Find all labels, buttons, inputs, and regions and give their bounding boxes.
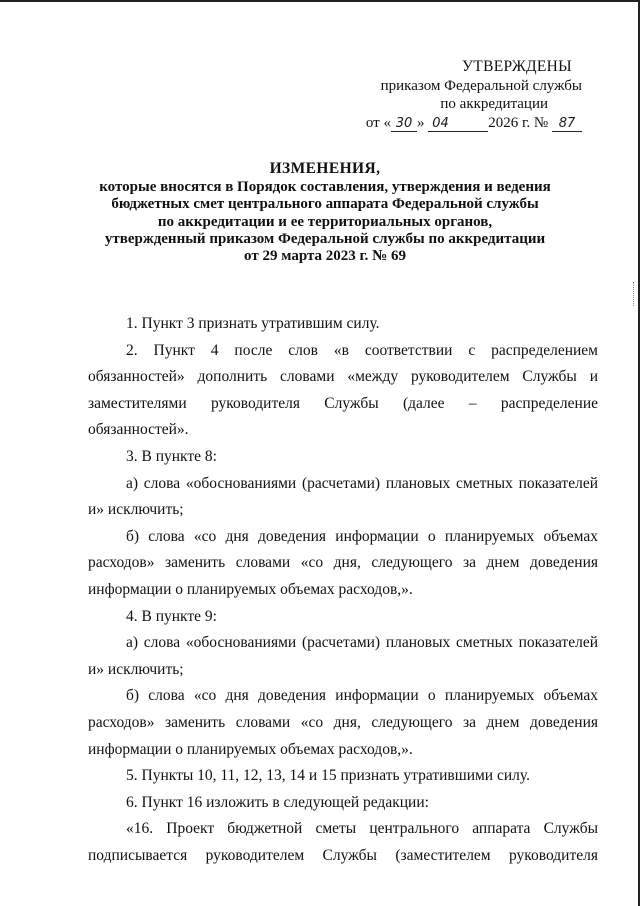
document-body: [88, 311, 598, 869]
page-edge-top: [0, 0, 640, 2]
paragraph: 6. Пункт 16 изложить в следующей редакции:: [126, 793, 429, 811]
heading-line: утвержденный приказом Федеральной службы по аккредитации: [104, 230, 546, 247]
handwritten-number: 87: [552, 117, 582, 132]
paragraph: б) слова «со дня доведения информации о планируемых объемах расходов» заменить словами «со дня, следующего за днем доведения информации о планируемых объемах расходов,».: [88, 527, 598, 598]
paragraph: а) слова «обоснованиями (расчетами) плановых сметных показателей и» исключить;: [88, 634, 598, 678]
heading-line: от 29 марта 2023 г. № 69: [244, 248, 406, 265]
handwritten-day: 30: [391, 117, 417, 132]
approval-title: УТВЕРЖДЕНЫ: [462, 58, 572, 75]
paragraph: «16. Проект бюджетной сметы центрального аппарата Службы подписывается руководителем Службы (заместителем руководителя: [88, 820, 598, 864]
paragraph: б) слова «со дня доведения информации о планируемых объемах расходов» заменить словами «со дня, следующего за днем доведения информации о планируемых объемах расходов,».: [88, 687, 598, 758]
heading-line: которые вносятся в Порядок составления, утверждения и ведения: [99, 179, 551, 196]
paragraph: 4. В пункте 9:: [126, 607, 217, 625]
approval-block: [322, 58, 582, 132]
date-prefix: от «: [365, 114, 391, 131]
paragraph: 3. В пункте 8:: [126, 447, 217, 465]
heading-line: по аккредитации и ее территориальных органов,: [157, 213, 493, 230]
paragraph: 2. Пункт 4 после слов «в соответствии с распределением обязанностей» дополнить словами «между руководителем Службы и заместителями руководителя Службы (далее – распределение обязанностей».: [88, 341, 598, 439]
paragraph: 5. Пункты 10, 11, 12, 13, 14 и 15 признать утратившими силу.: [126, 767, 530, 785]
margin-mark: [633, 282, 636, 306]
approval-org-line: по аккредитации: [440, 96, 548, 112]
handwritten-month: 04: [428, 117, 488, 132]
paragraph: а) слова «обоснованиями (расчетами) плановых сметных показателей и» исключить;: [88, 474, 598, 519]
approval-order-line: приказом Федеральной службы: [380, 77, 582, 94]
date-year: 2026 г. №: [488, 114, 549, 131]
date-mid: »: [416, 114, 429, 131]
approval-date-line: [322, 114, 582, 133]
heading-line: бюджетных смет центрального аппарата Федеральной службы: [111, 196, 539, 213]
paragraph: 1. Пункт 3 признать утратившим силу.: [126, 315, 380, 332]
document-heading: [70, 160, 580, 265]
heading-title: ИЗМЕНЕНИЯ,: [269, 160, 381, 177]
